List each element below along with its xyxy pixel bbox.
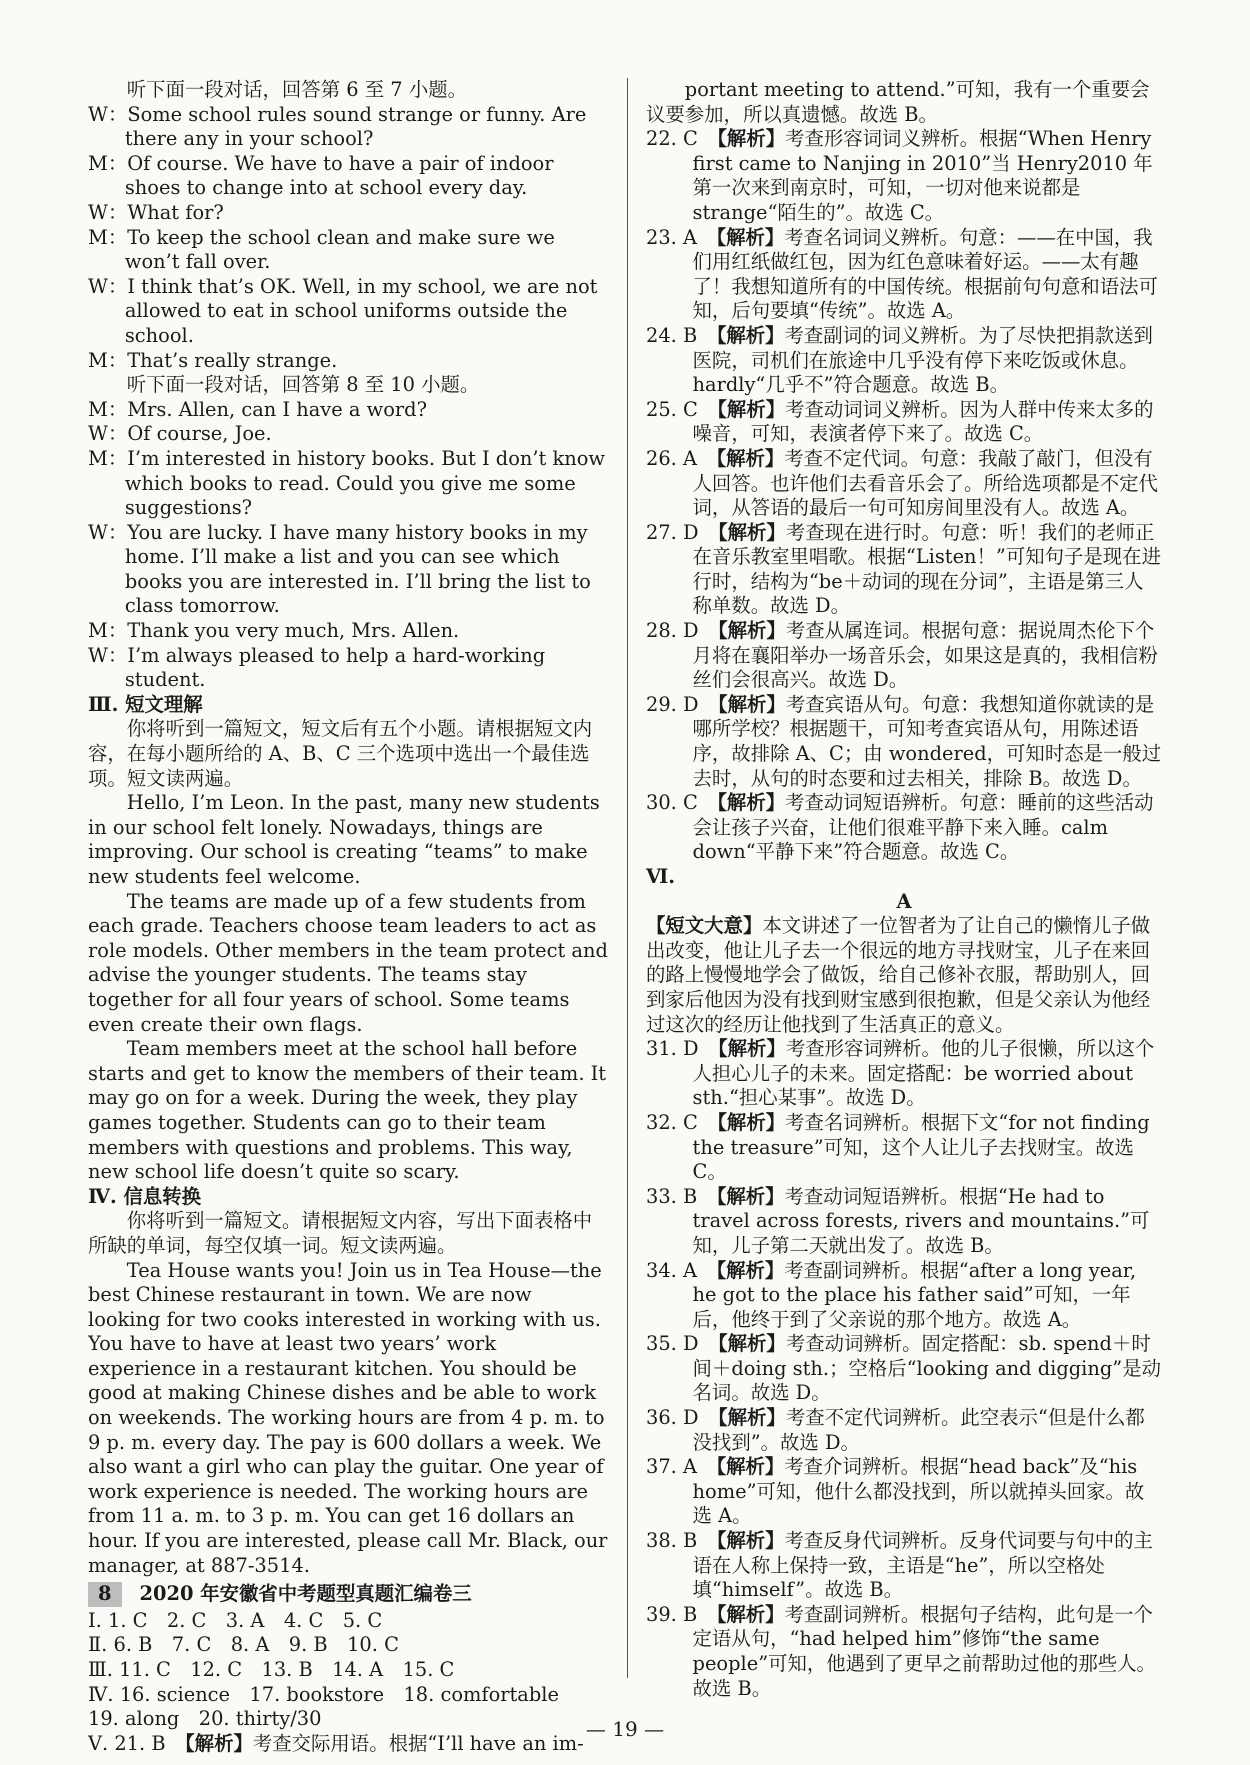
banner-title: 2020 年安徽省中考题型真题汇编卷三 <box>139 1582 472 1606</box>
summary: 【短文大意】本文讲述了一位智者为了让自己的懒惰儿子做出改变，他让儿子去一个很远的地方寻找财宝，儿子在来回的路上慢慢地学会了做饭，给自己修补衣服，帮助别人，回到家后他因为没有找到财宝感到很抱歉，但是父亲认为他经过这次的经历让他找到了生活真正的意义。 <box>646 914 1151 1036</box>
dialog-line: W：Of course, Joe. <box>88 422 272 446</box>
answer-item: 38. B 【解析】考查反身代词辨析。反身代词要与句中的主语在人称上保持一致，主语是“he”，所以空格处填“himself”。故选 B。 <box>646 1529 1153 1602</box>
column-divider <box>627 78 628 1678</box>
answer-item: 22. C 【解析】考查形容词词义辨析。根据“When Henry first came to Nanjing in 2010”当 Henry2010 年第一次来到南京时，可知，一切对他来说都是 strange“陌生的”。故选 C。 <box>646 127 1153 224</box>
dialog-line: M：Of course. We have to have a pair of indoor shoes to change into at school every day. <box>88 151 554 200</box>
dialog-line: W：I think that’s OK. Well, in my school, we are not allowed to eat in school uniforms outside the school. <box>88 274 598 347</box>
answer-line: Ⅳ. 16. science 17. bookstore 18. comfortable <box>88 1682 559 1706</box>
dialog-line: M：Mrs. Allen, can I have a word? <box>88 397 427 421</box>
answer-line: Ⅲ. 11. C 12. C 13. B 14. A 15. C <box>88 1658 455 1681</box>
dialog-line: W：You are lucky. I have many history books in my home. I’ll make a list and you can see which books you are interested in. I’ll bring the list to class tomorrow. <box>88 520 591 618</box>
answer-item: 34. A 【解析】考查副词辨析。根据“after a long year, he got to the place his father said”可知，一年后，他终于到了父亲说的那个地方。故选 A。 <box>646 1258 1137 1331</box>
passage-paragraph: Hello, I’m Leon. In the past, many new students in our school felt lonely. Nowadays, things are improving. Our school is creating “teams” to make new students feel welcome. <box>88 791 600 888</box>
dialog-line: M：I’m interested in history books. But I don’t know which books to read. Could you give me some suggestions? <box>88 446 605 520</box>
dialog-line: M：That’s really strange. <box>88 348 338 372</box>
answer-continuation: portant meeting to attend.”可知，我有一个重要会议要参加，所以真遗憾。故选 B。 <box>646 78 1150 126</box>
section-6-letter: A <box>896 889 912 913</box>
answer-line: 19. along 20. thirty/30 <box>88 1707 322 1731</box>
section-3-title: Ⅲ. 短文理解 <box>88 692 203 716</box>
answer-item: 28. D 【解析】考查从属连词。根据句意：据说周杰伦下个月将在襄阳举办一场音乐会，如果这是真的，我相信粉丝们会很高兴。故选 D。 <box>646 619 1158 692</box>
right-column <box>646 78 1162 1701</box>
answers-group-b <box>646 1037 1162 1701</box>
section-6-title: Ⅵ. <box>646 865 676 888</box>
dialog-line: M：To keep the school clean and make sure we won’t fall over. <box>88 225 555 274</box>
answers-group-a <box>646 127 1162 865</box>
answer-line: Ⅱ. 6. B 7. C 8. A 9. B 10. C <box>88 1633 399 1657</box>
answer-item: 29. D 【解析】考查宾语从句。句意：我想知道你就读的是哪所学校？根据题干，可知考查宾语从句，用陈述语序，故排除 A、C；由 wondered，可知时态是一般过去时，从句的时态要和过去相关，排除 B。故选 D。 <box>646 692 1162 790</box>
answer-item: 39. B 【解析】考查副词辨析。根据句子结构，此句是一个定语从句，“had helped him”修饰“the same people”可知，他遇到了更早之前帮助过他的那些人。故选 B。 <box>646 1602 1156 1700</box>
answer-item: 27. D 【解析】考查现在进行时。句意：听！我们的老师正在音乐教室里唱歌。根据“Listen！”可知句子是现在进行时，结构为“be＋动词的现在分词”，主语是第三人称单数。故选 D。 <box>646 520 1161 618</box>
dialog-line: M：Thank you very much, Mrs. Allen. <box>88 619 460 643</box>
section-3-intro: 你将听到一篇短文，短文后有五个小题。请根据短文内容，在每小题所给的 A、B、C 三个选项中选出一个最佳选项。短文读两遍。 <box>88 717 593 790</box>
passage-paragraph: Tea House wants you! Join us in Tea House—the best Chinese restaurant in town. We are now looking for two cooks interested in working with us. You have to have at least two years’ work experience in a restaurant kitchen. You should be good at making Chinese dishes and be able to work on weekends. The working hours are from 4 p. m. to 9 p. m. every day. The pay is 600 dollars a week. We also want a girl who can play the guitar. One year of work experience is needed. The working hours are from 11 a. m. to 3 p. m. You can get 16 dollars an hour. If you are interested, please call Mr. Black, our manager, at 887-3514. <box>88 1258 608 1577</box>
dialog2 <box>88 398 608 693</box>
section-4-title: Ⅳ. 信息转换 <box>88 1184 202 1208</box>
dialog1-intro: 听下面一段对话，回答第 6 至 7 小题。 <box>126 78 467 101</box>
left-column <box>88 78 608 1756</box>
dialog-line: W：I’m always pleased to help a hard-working student. <box>88 643 546 692</box>
answer-item: 30. C 【解析】考查动词短语辨析。句意：睡前的这些活动会让孩子兴奋，让他们很难平静下来入睡。calm down“平静下来”符合题意。故选 C。 <box>646 791 1154 864</box>
answer-item: 23. A 【解析】考查名词词义辨析。句意：——在中国，我们用红纸做红包，因为红色意味着好运。——太有趣了！我想知道所有的中国传统。根据前句句意和语法可知，后句要填“传统”。故选 A。 <box>646 225 1158 323</box>
exam-banner <box>88 1582 608 1607</box>
answer-item: Ⅴ. 21. B 【解析】考查交际用语。根据“I’ll have an im- <box>88 1731 584 1755</box>
section-4-intro: 你将听到一篇短文。请根据短文内容，写出下面表格中所缺的单词，每空仅填一词。短文读两遍。 <box>88 1209 593 1257</box>
dialog-line: W：Some school rules sound strange or funny. Are there any in your school? <box>88 102 587 151</box>
answer-item: 36. D 【解析】考查不定代词辨析。此空表示“但是什么都没找到”。故选 D。 <box>646 1406 1145 1454</box>
answer-line: Ⅰ. 1. C 2. C 3. A 4. C 5. C <box>88 1608 383 1632</box>
banner-number: 8 <box>88 1582 122 1607</box>
page-number: — 19 — <box>585 1717 665 1741</box>
answer-item: 26. A 【解析】考查不定代词。句意：我敲了敲门，但没有人回答。也许他们去看音乐会了。所给选项都是不定代词，从答语的最后一句可知房间里没有人。故选 A。 <box>646 446 1158 520</box>
dialog2-intro: 听下面一段对话，回答第 8 至 10 小题。 <box>126 373 480 397</box>
passage-paragraph: Team members meet at the school hall before starts and get to know the members of their team. It may go on for a week. During the week, they play games together. Students can go to their team members with questions and problems. This way, new school life doesn’t quite so scary. <box>88 1037 607 1184</box>
answer-item: 37. A 【解析】考查介词辨析。根据“head back”及“his home”可知，他什么都没找到，所以就掉头回家。故选 A。 <box>646 1455 1145 1528</box>
dialog1 <box>88 103 608 374</box>
passage-paragraph: The teams are made up of a few students from each grade. Teachers choose team leaders to act as role models. Other members in the team protect and advise the younger students. The teams stay together for all four years of school. Some teams even create their own flags. <box>88 889 608 1036</box>
answer-item: 31. D 【解析】考查形容词辨析。他的儿子很懒，所以这个人担心儿子的未来。固定搭配：be worried about sth.“担心某事”。故选 D。 <box>646 1037 1155 1110</box>
answer-item: 33. B 【解析】考查动词短语辨析。根据“He had to travel across forests, rivers and mountains.”可知，儿子第二天就出发了。故选 B。 <box>646 1184 1150 1257</box>
answer-item: 32. C 【解析】考查名词辨析。根据下文“for not finding the treasure”可知，这个人让儿子去找财宝。故选 C。 <box>646 1110 1150 1184</box>
answer-item: 35. D 【解析】考查动词辨析。固定搭配：sb. spend＋时间＋doing sth.；空格后“looking and digging”是动名词。故选 D。 <box>646 1332 1161 1405</box>
answer-item: 24. B 【解析】考查副词的词义辨析。为了尽快把捐款送到医院，司机们在旅途中几乎没有停下来吃饭或休息。hardly“几乎不”符合题意。故选 B。 <box>646 323 1153 397</box>
answer-item: 25. C 【解析】考查动词词义辨析。因为人群中传来太多的噪音，可知，表演者停下来了。故选 C。 <box>646 397 1154 446</box>
dialog-line: W：What for? <box>88 200 224 224</box>
